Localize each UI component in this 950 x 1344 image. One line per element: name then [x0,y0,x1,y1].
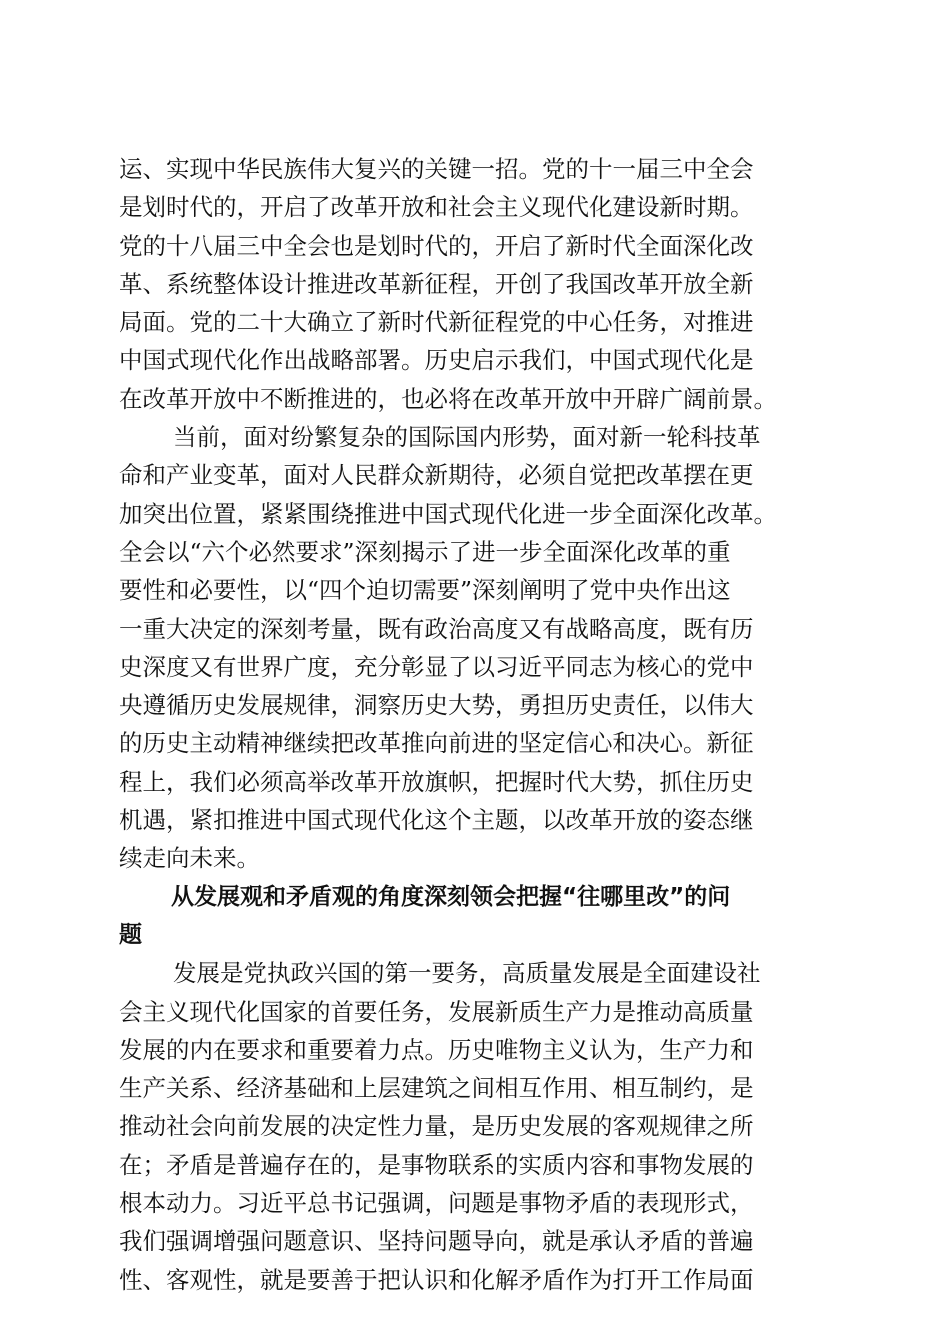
text-line: 要性和必要性，以“四个迫切需要”深刻阐明了党中央作出这 [119,576,731,605]
heading-line: 从发展观和矛盾观的角度深刻领会把握“往哪里改”的问 [171,883,731,910]
text-line: 续走向未来。 [119,844,260,873]
text-line: 根本动力。习近平总书记强调，问题是事物矛盾的表现形式， [119,1189,754,1218]
text-line: 机遇，紧扣推进中国式现代化这个主题，以改革开放的姿态继 [119,806,754,835]
section-heading [119,878,831,955]
text-line: 在改革开放中不断推进的，也必将在改革开放中开辟广阔前景。 [119,384,777,413]
paragraph-2 [119,418,831,878]
text-line: 程上，我们必须高举改革开放旗帜，把握时代大势，抓住历史 [119,767,754,796]
text-line: 史深度又有世界广度，充分彰显了以习近平同志为核心的党中 [119,652,754,681]
text-line: 是划时代的，开启了改革开放和社会主义现代化建设新时期。 [119,193,754,222]
text-line: 一重大决定的深刻考量，既有政治高度又有战略高度，既有历 [119,614,754,643]
text-line: 的历史主动精神继续把改革推向前进的坚定信心和决心。新征 [119,729,754,758]
text-line: 发展的内在要求和重要着力点。历史唯物主义认为，生产力和 [119,1035,754,1064]
text-line: 推动社会向前发展的决定性力量，是历史发展的客观规律之所 [119,1112,754,1141]
text-line: 中国式现代化作出战略部署。历史启示我们，中国式现代化是 [119,346,754,375]
text-line: 生产关系、经济基础和上层建筑之间相互作用、相互制约，是 [119,1074,754,1103]
text-line: 会主义现代化国家的首要任务，发展新质生产力是推动高质量 [119,997,754,1026]
text-line: 运、实现中华民族伟大复兴的关键一招。党的十一届三中全会 [119,155,754,183]
text-line: 全会以“六个必然要求”深刻揭示了进一步全面深化改革的重 [119,537,731,566]
paragraph-3 [119,954,831,1299]
text-line: 发展是党执政兴国的第一要务，高质量发展是全面建设社 [173,959,761,988]
heading-line: 题 [119,921,142,948]
text-line: 命和产业变革，面对人民群众新期待，必须自觉把改革摆在更 [119,461,754,490]
text-line: 当前，面对纷繁复杂的国际国内形势，面对新一轮科技革 [173,423,761,452]
text-line: 加突出位置，紧紧围绕推进中国式现代化进一步全面深化改革。 [119,499,777,528]
text-line: 局面。党的二十大确立了新时代新征程党的中心任务，对推进 [119,308,754,337]
text-line: 央遵循历史发展规律，洞察历史大势，勇担历史责任，以伟大 [119,691,754,720]
text-line: 我们强调增强问题意识、坚持问题导向，就是承认矛盾的普遍 [119,1227,754,1256]
text-line: 在；矛盾是普遍存在的，是事物联系的实质内容和事物发展的 [119,1150,754,1179]
text-line: 性、客观性，就是要善于把认识和化解矛盾作为打开工作局面 [119,1265,754,1294]
text-line: 党的十八届三中全会也是划时代的，开启了新时代全面深化改 [119,231,754,260]
paragraph-1 [119,150,831,418]
text-line: 革、系统整体设计推进改革新征程，开创了我国改革开放全新 [119,269,754,298]
document-body [119,150,831,1299]
